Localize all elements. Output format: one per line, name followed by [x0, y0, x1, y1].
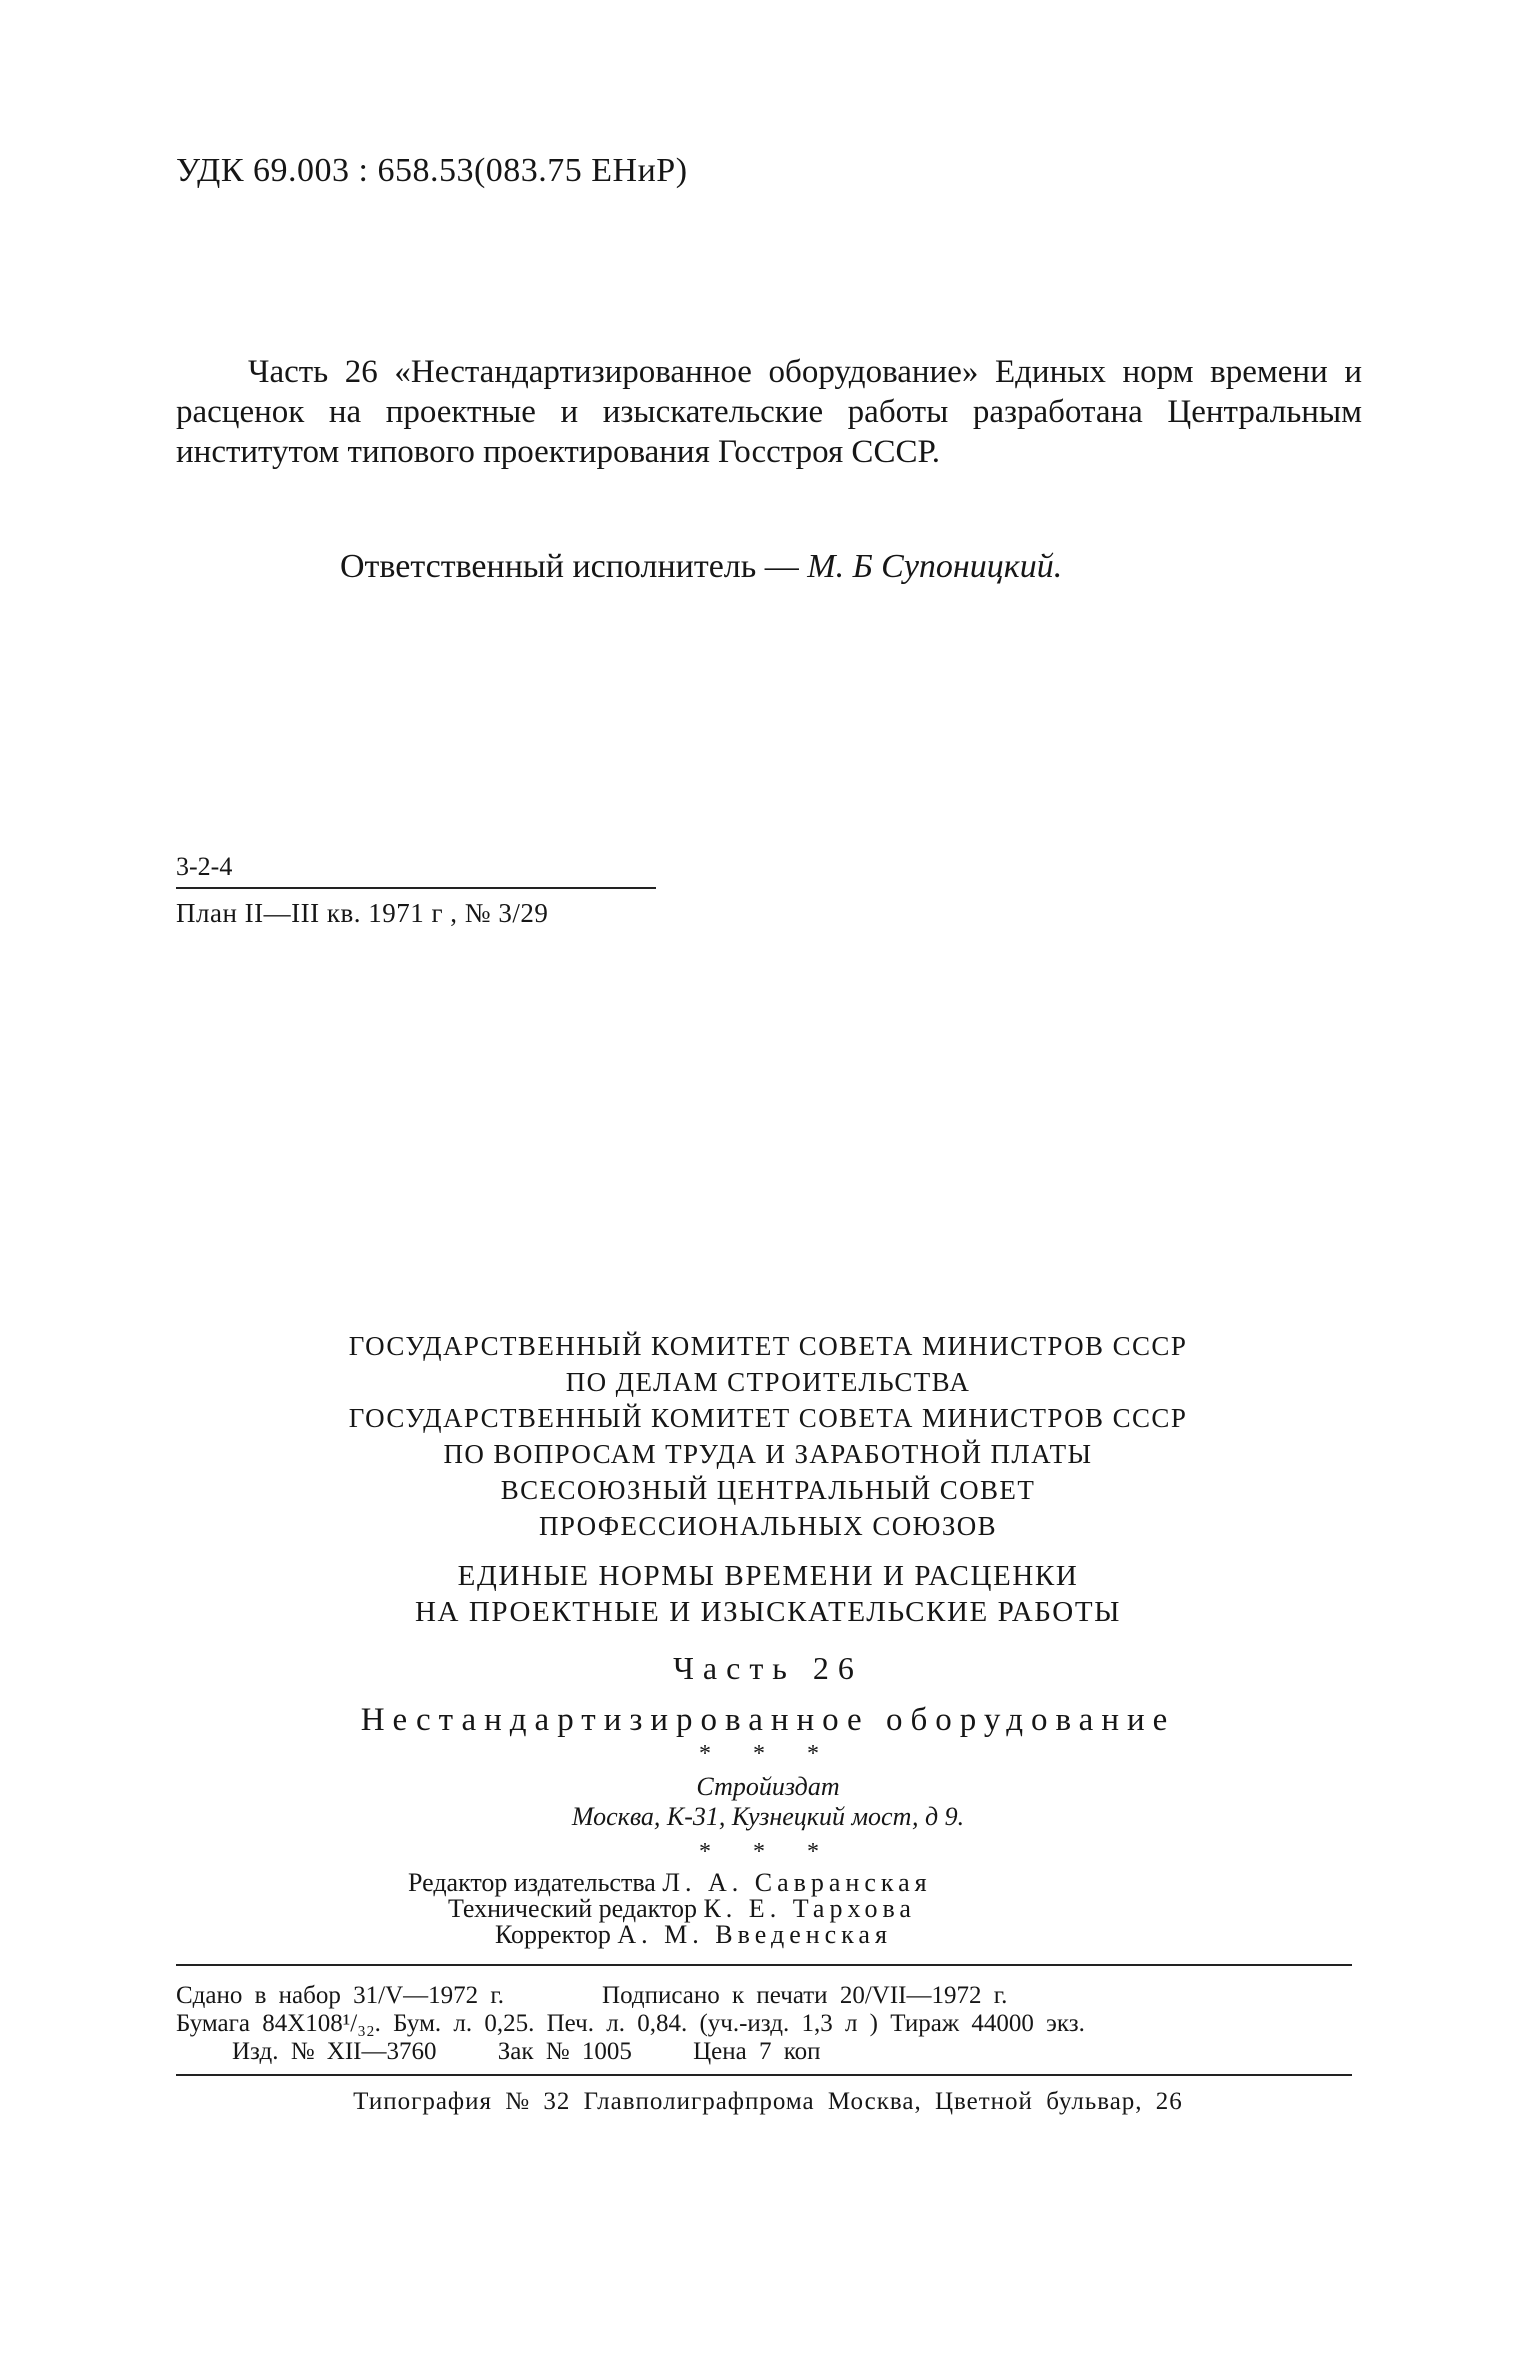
publisher-block: [0, 1772, 1536, 1832]
organization-line: ГОСУДАРСТВЕННЫЙ КОМИТЕТ СОВЕТА МИНИСТРОВ СССР: [348, 1331, 1188, 1361]
editor-name: Л. А. Савранская: [662, 1868, 932, 1897]
editor-name: А. М. Введенская: [617, 1920, 892, 1949]
responsible-line: [340, 548, 1062, 586]
separator-stars: * * *: [699, 1839, 837, 1865]
editors-block: [408, 1870, 932, 1948]
imprint-line: Бумага 84Х108¹/₃₂. Бум. л. 0,25. Печ. л. 0,84. (уч.-изд. 1,3 л ) Тираж 44000 экз.: [176, 2010, 1085, 2037]
editor-line: [408, 1870, 932, 1896]
editor-line: [408, 1922, 932, 1948]
title-line: НА ПРОЕКТНЫЕ И ИЗЫСКАТЕЛЬСКИЕ РАБОТЫ: [414, 1596, 1122, 1628]
intro-paragraph: Часть 26 «Нестандартизированное оборудование» Единых норм времени и расценок на проектные и изыскательские работы разработана Центральным институтом типового проектирования Госстроя СССР.: [176, 354, 1362, 470]
divider: [176, 1964, 1352, 1966]
organizations-block: [0, 1328, 1536, 1544]
separator-stars: * * *: [699, 1741, 837, 1767]
divider: [176, 887, 656, 889]
organization-line: ВСЕСОЮЗНЫЙ ЦЕНТРАЛЬНЫЙ СОВЕТ: [500, 1475, 1036, 1505]
divider: [176, 2074, 1352, 2076]
organization-line: ПО ДЕЛАМ СТРОИТЕЛЬСТВА: [565, 1367, 971, 1397]
printer-line: Типография № 32 Главполиграфпрома Москва, Цветной бульвар, 26: [353, 2088, 1183, 2115]
imprint-line: Изд. № XII—3760 Зак № 1005 Цена 7 коп: [232, 2038, 821, 2065]
intro-section: [176, 352, 1362, 472]
editor-role: Технический редактор: [448, 1894, 697, 1923]
part-number: Часть 26: [673, 1650, 863, 1686]
organization-line: ГОСУДАРСТВЕННЫЙ КОМИТЕТ СОВЕТА МИНИСТРОВ СССР: [348, 1403, 1188, 1433]
editor-name: К. Е. Тархова: [703, 1894, 916, 1923]
organization-line: ПРОФЕССИОНАЛЬНЫХ СОЮЗОВ: [538, 1511, 998, 1541]
publisher-address: Москва, К-31, Кузнецкий мост, д 9.: [571, 1802, 965, 1831]
editor-role: Корректор: [495, 1920, 611, 1949]
plan-code: 3-2-4: [176, 852, 233, 881]
imprint-block: [176, 1982, 1085, 2066]
publisher-name: Стройиздат: [696, 1772, 840, 1801]
part-subtitle: Нестандартизированное оборудование: [360, 1702, 1176, 1738]
document-title: [0, 1558, 1536, 1630]
title-line: ЕДИНЫЕ НОРМЫ ВРЕМЕНИ И РАСЦЕНКИ: [457, 1560, 1079, 1592]
plan-line: План II—III кв. 1971 г , № 3/29: [176, 898, 549, 928]
responsible-label: Ответственный исполнитель —: [340, 548, 799, 585]
responsible-name: М. Б Супоницкий.: [807, 548, 1063, 585]
organization-line: ПО ВОПРОСАМ ТРУДА И ЗАРАБОТНОЙ ПЛАТЫ: [443, 1439, 1093, 1469]
udk-code: УДК 69.003 : 658.53(083.75 ЕНиР): [176, 152, 688, 189]
imprint-line: Сдано в набор 31/V—1972 г. Подписано к печати 20/VII—1972 г.: [176, 1982, 1008, 2009]
editor-line: [408, 1896, 932, 1922]
editor-role: Редактор издательства: [408, 1868, 656, 1897]
